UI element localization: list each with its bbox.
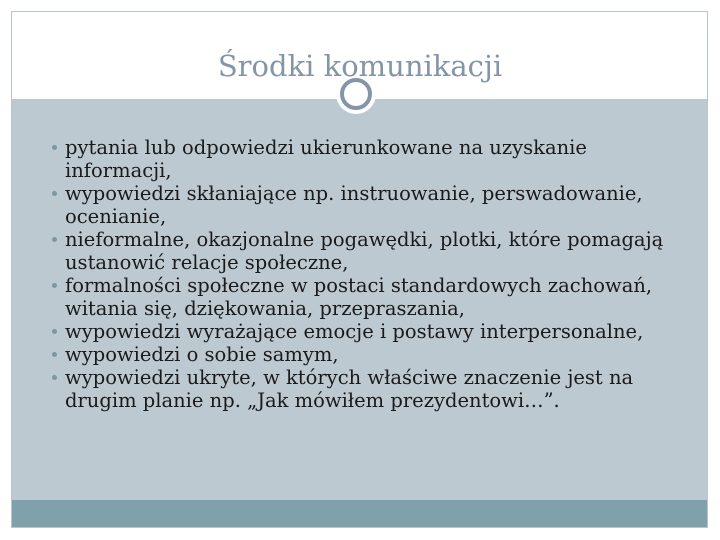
bullet-text: nieformalne, okazjonalne pogawędki, plotki, które pomagają ustanowić relacje społeczne, — [65, 228, 664, 274]
bullet-dot-icon — [52, 329, 57, 334]
bullet-dot-icon — [52, 352, 57, 357]
bullet-dot-icon — [52, 145, 57, 150]
bullet-text: formalności społeczne w postaci standardowych zachowań, witania się, dziękowania, przepraszania, — [65, 274, 653, 320]
bullet-dot-icon — [52, 283, 57, 288]
bullet-item — [18, 343, 698, 366]
bullet-text: wypowiedzi o sobie samym, — [65, 343, 339, 366]
bullet-item — [18, 274, 698, 320]
bullet-text: wypowiedzi wyrażające emocje i postawy interpersonalne, — [65, 320, 644, 343]
bullet-dot-icon — [52, 375, 57, 380]
bullet-text: pytania lub odpowiedzi ukierunkowane na uzyskanie informacji, — [65, 136, 587, 182]
bullet-dot-icon — [52, 237, 57, 242]
bullet-text: wypowiedzi ukryte, w których właściwe znaczenie jest na drugim planie np. „Jak mówiłem prezydentowi…”. — [65, 366, 634, 412]
bullet-item — [18, 366, 698, 412]
slide-title: Środki komunikacji — [217, 49, 503, 83]
bullet-item — [18, 182, 698, 228]
bullet-item — [18, 136, 698, 182]
bullet-item — [18, 228, 698, 274]
bullet-text: wypowiedzi skłaniające np. instruowanie, perswadowanie, ocenianie, — [65, 182, 643, 228]
bullet-dot-icon — [52, 191, 57, 196]
bullet-item — [18, 320, 698, 343]
footer-bar — [12, 500, 707, 527]
bullet-list — [18, 136, 698, 412]
